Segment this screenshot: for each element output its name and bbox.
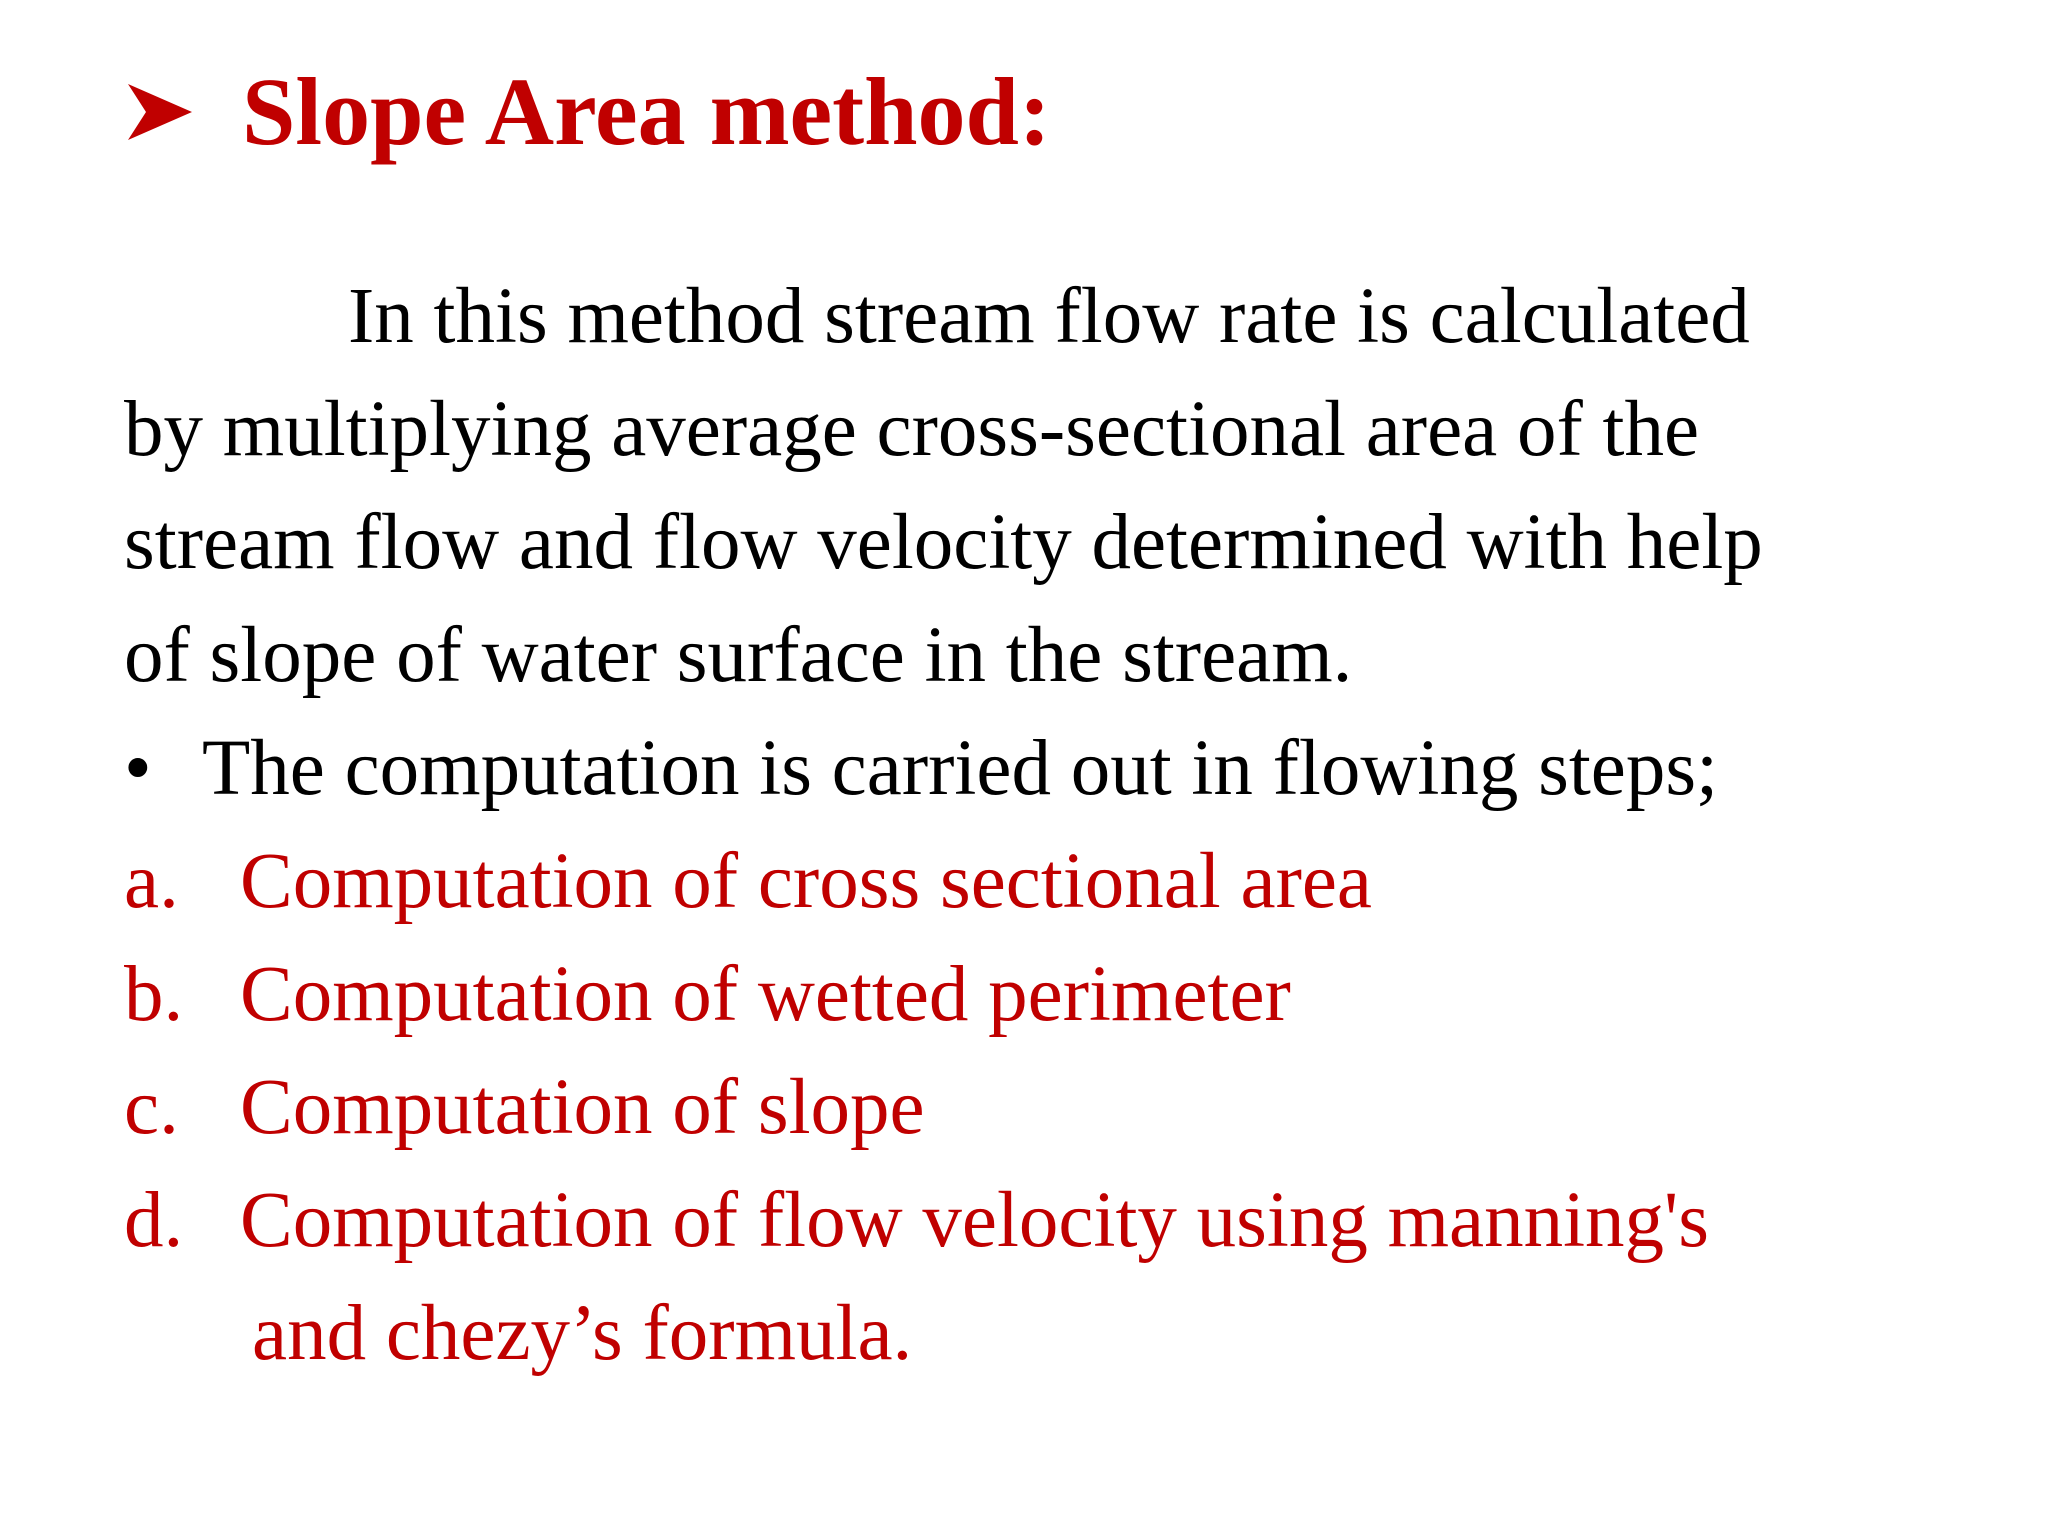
step-marker: c. bbox=[124, 1064, 179, 1151]
steps-list bbox=[124, 825, 1709, 1390]
slide-title: Slope Area method: bbox=[242, 58, 1051, 165]
paragraph-line: In this method stream flow rate is calculated bbox=[348, 273, 1750, 360]
bullet-item bbox=[124, 712, 1718, 825]
step-marker: d. bbox=[124, 1177, 184, 1264]
step-item bbox=[124, 1051, 1709, 1164]
step-marker: a. bbox=[124, 838, 179, 925]
step-marker: b. bbox=[124, 951, 184, 1038]
step-text: Computation of slope bbox=[240, 1064, 925, 1151]
step-continuation: and chezy’s formula. bbox=[252, 1290, 913, 1377]
step-text: Computation of wetted perimeter bbox=[240, 951, 1291, 1038]
step-item bbox=[124, 1164, 1709, 1277]
step-text: Computation of flow velocity using manning's bbox=[240, 1177, 1710, 1264]
step-text: Computation of cross sectional area bbox=[240, 838, 1372, 925]
step-item bbox=[124, 825, 1709, 938]
paragraph-line: by multiplying average cross-sectional area of the bbox=[124, 386, 1700, 473]
arrowhead-bullet-icon bbox=[126, 82, 194, 142]
step-item bbox=[124, 938, 1709, 1051]
slide-title-row bbox=[126, 52, 1051, 172]
paragraph-line: of slope of water surface in the stream. bbox=[124, 612, 1353, 699]
intro-paragraph bbox=[124, 260, 1964, 712]
bullet-dot: • bbox=[124, 725, 152, 812]
bullet-text: The computation is carried out in flowing steps; bbox=[202, 725, 1719, 812]
paragraph-line: stream flow and flow velocity determined with help bbox=[124, 499, 1763, 586]
